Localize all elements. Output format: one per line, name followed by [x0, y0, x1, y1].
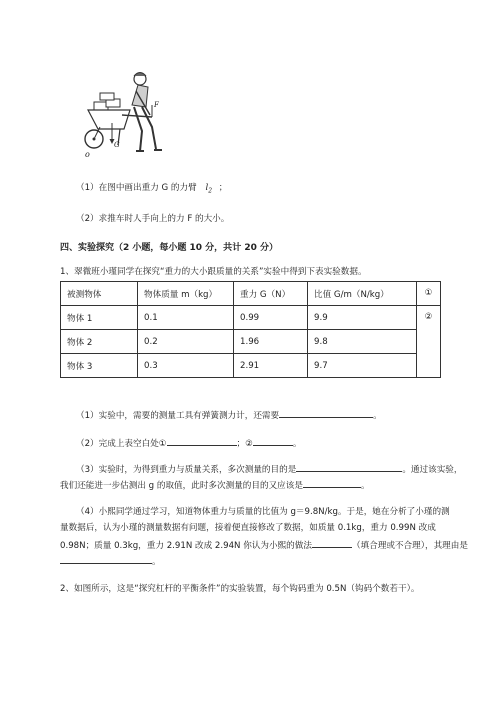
- table-cell: 9.7: [308, 354, 417, 378]
- table-header-cell: 物体质量 m（kg）: [138, 282, 234, 306]
- table-header-cell: 重力 G（N）: [234, 282, 308, 306]
- table-row: [61, 306, 441, 330]
- table-header-cell: 被测物体: [61, 282, 138, 306]
- question-part-2: （2）求推车时人手向上的力 F 的大小。: [76, 214, 230, 224]
- data-table: [60, 281, 441, 378]
- table-cell: 9.9: [308, 306, 417, 330]
- brick: [100, 93, 114, 100]
- answer-blank[interactable]: [296, 462, 402, 472]
- table-cell: 1.96: [234, 330, 308, 354]
- table-header-cell: ①: [417, 282, 441, 306]
- subquestion-4-line-1: （4）小熙同学通过学习，知道物体重力与质量的比值为 g＝9.8N/kg。于是，她在分析了小瑾的测: [76, 507, 450, 517]
- table-header-cell: 比值 G/m（N/kg）: [308, 282, 417, 306]
- subquestion-4-line-2: 量数据后，认为小瑾的测量数据有问题，接着便直接修改了数据，如质量 0.1kg，重力 0.99N 改成: [60, 523, 436, 533]
- subquestion-3-line-1: （3）实验时，为得到重力与质量关系，多次测量的目的是 。通过该实验，: [76, 462, 462, 476]
- table-row: [61, 354, 441, 378]
- table-cell: ②: [417, 306, 441, 378]
- wheelbarrow-tray: [88, 110, 130, 129]
- label-o: o: [85, 150, 90, 159]
- section-heading: 四、实验探究（2 小题，每小题 10 分，共计 20 分）: [60, 243, 278, 253]
- answer-blank[interactable]: [253, 436, 293, 446]
- subquestion-2: （2）完成上表空白处① ；② 。: [76, 436, 301, 450]
- table-cell: 0.99: [234, 306, 308, 330]
- table-cell: 物体 3: [61, 354, 138, 378]
- table-cell: 0.1: [138, 306, 234, 330]
- subquestion-3-line-2: 我们还能进一步估测出 g 的取值，此时多次测量的目的又应该是 。: [60, 478, 370, 492]
- label-f: F: [154, 101, 159, 109]
- experiment-1-intro: 1、翠微班小瑾同学在探究“重力的大小跟质量的关系”实验中得到下表实验数据。: [60, 267, 367, 277]
- table-cell: 物体 1: [61, 306, 138, 330]
- table-cell: 0.2: [138, 330, 234, 354]
- answer-blank[interactable]: [60, 554, 152, 564]
- table-cell: 2.91: [234, 354, 308, 378]
- answer-blank[interactable]: [303, 478, 361, 488]
- table-cell: 物体 2: [61, 330, 138, 354]
- subquestion-1: （1）实验中，需要的测量工具有弹簧测力计，还需要 。: [76, 408, 382, 422]
- wheelbarrow-figure: [80, 65, 180, 165]
- question-part-1: （1）在图中画出重力 G 的力臂 $l_2$ ；: [76, 183, 228, 195]
- subquestion-4-line-3: 0.98N；质量 0.3kg，重力 2.91N 改成 2.94N 你认为小熙的做法 （填合理或不合理），其理由是: [60, 538, 468, 552]
- answer-blank[interactable]: [312, 538, 352, 548]
- table-row: [61, 330, 441, 354]
- person-body: [132, 85, 148, 107]
- table-header-row: [61, 282, 441, 306]
- lever-arm-symbol: $l_2$: [205, 183, 213, 195]
- experiment-2-intro: 2、如图所示，这是“探究杠杆的平衡条件”的实验装置，每个钩码重为 0.5N（钩码个数若干）。: [60, 584, 420, 594]
- answer-blank[interactable]: [167, 436, 237, 446]
- subquestion-4-line-4: 。: [60, 554, 161, 568]
- answer-blank[interactable]: [279, 408, 373, 418]
- table-cell: 0.3: [138, 354, 234, 378]
- label-g: G: [114, 141, 120, 149]
- table-cell: 9.8: [308, 330, 417, 354]
